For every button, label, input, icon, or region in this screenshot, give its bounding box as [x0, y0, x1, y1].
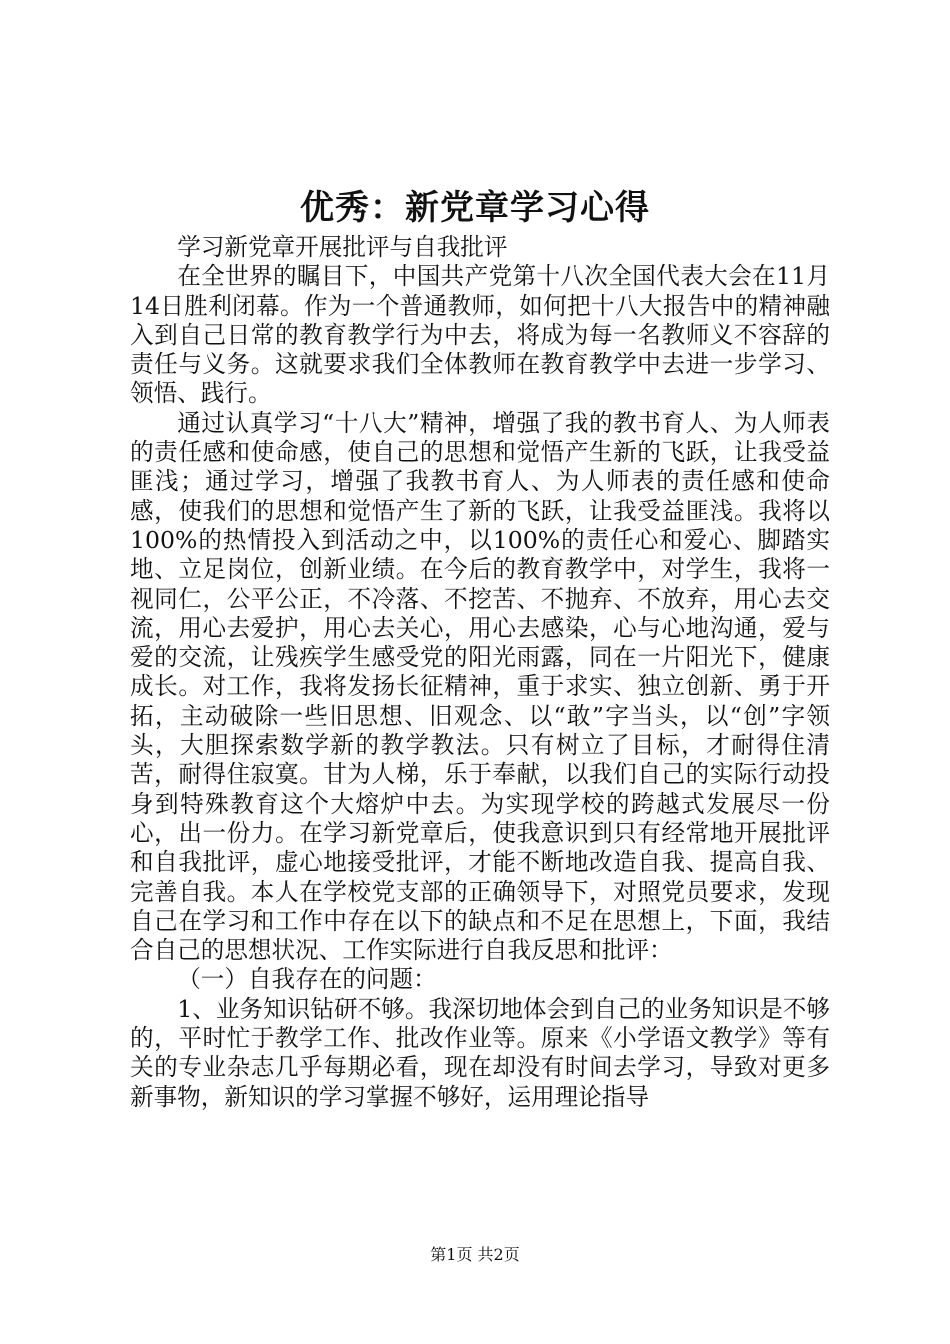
section-heading: （一）自我存在的问题：: [177, 965, 437, 994]
body-paragraph: 1、业务知识钻研不够。我深切地体会到自己的业务知识是不够的，平时忙于教学工作、批改作业等。原来《小学语文教学》等有关的专业杂志几乎每期必看，现在却没有时间去学习，导致对更多新事物，新知识的学习掌握不够好，运用理论指导: [130, 994, 830, 1111]
body-paragraph: 在全世界的瞩目下，中国共产党第十八次全国代表大会在11月14日胜利闭幕。作为一个普通教师，如何把十八大报告中的精神融入到自己日常的教育教学行为中去，将成为每一名教师义不容辞的责任与义务。这就要求我们全体教师在教育教学中去进一步学习、领悟、践行。: [130, 262, 830, 408]
document-title: 优秀：新党章学习心得: [300, 188, 650, 228]
subtitle-paragraph: 学习新党章开展批评与自我批评: [177, 233, 508, 261]
page-footer: 第1页 共2页: [430, 1245, 520, 1264]
document-body: [130, 233, 830, 1112]
body-paragraph: 通过认真学习“十八大”精神，增强了我的教书育人、为人师表的责任感和使命感，使自己的思想和觉悟产生新的飞跃，让我受益匪浅；通过学习，增强了我教书育人、为人师表的责任感和使命感，使我们的思想和觉悟产生了新的飞跃，让我受益匪浅。我将以100%的热情投入到活动之中，以100%的责任心和爱心、脚踏实地、立足岗位，创新业绩。在今后的教育教学中，对学生，我将一视同仁，公平公正，不冷落、不挖苦、不抛弃、不放弃，用心去交流，用心去爱护，用心去关心，用心去感染，心与心地沟通，爱与爱的交流，让残疾学生感受党的阳光雨露，同在一片阳光下，健康成长。对工作，我将发扬长征精神，重于求实、独立创新、勇于开拓，主动破除一些旧思想、旧观念、以“敢”字当头，以“创”字领头，大胆探索数学新的教学教法。只有树立了目标，才耐得住清苦，耐得住寂寞。甘为人梯，乐于奉献，以我们自己的实际行动投身到特殊教育这个大熔炉中去。为实现学校的跨越式发展尽一份心，出一份力。在学习新党章后，使我意识到只有经常地开展批评和自我批评，虚心地接受批评，才能不断地改造自我、提高自我、完善自我。本人在学校党支部的正确领导下，对照党员要求，发现自己在学习和工作中存在以下的缺点和不足在思想上，下面，我结合自己的思想状况、工作实际进行自我反思和批评：: [130, 408, 830, 965]
